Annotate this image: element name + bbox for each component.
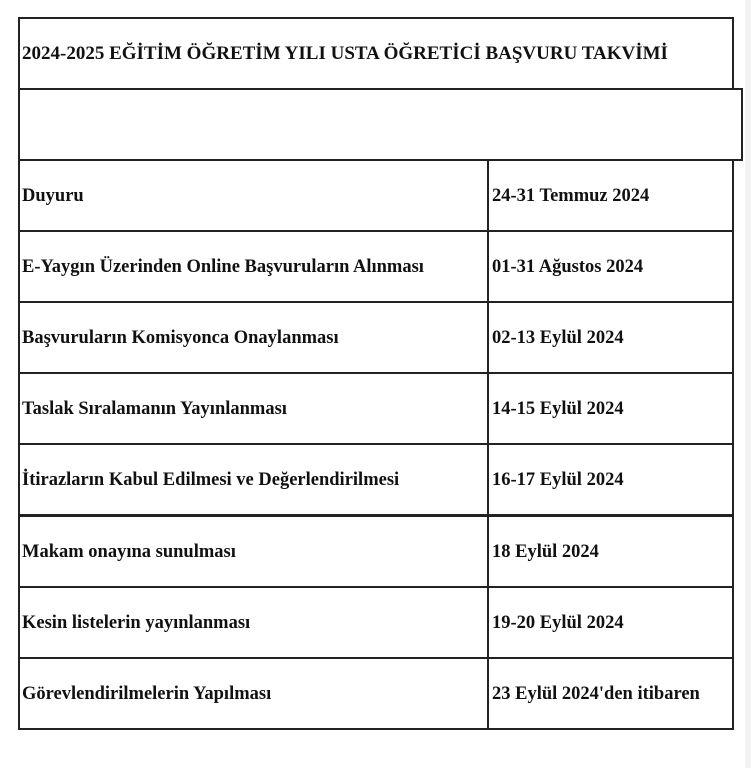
page-edge xyxy=(745,0,751,768)
activity-cell: Duyuru xyxy=(22,186,84,206)
page-title: 2024-2025 EĞİTİM ÖĞRETİM YILI USTA ÖĞRETİCİ BAŞVURU TAKVİMİ xyxy=(22,43,668,64)
column-divider xyxy=(487,159,489,232)
date-cell: 01-31 Ağustos 2024 xyxy=(492,257,644,278)
activity-cell: Kesin listelerin yayınlanması xyxy=(22,612,251,633)
date-cell: 14-15 Eylül 2024 xyxy=(492,399,624,420)
activity-cell: İtirazların Kabul Edilmesi ve Değerlendirilmesi xyxy=(22,470,400,491)
column-divider xyxy=(487,230,489,303)
activity-cell: Başvuruların Komisyonca Onaylanması xyxy=(22,328,339,349)
date-cell: 24-31 Temmuz 2024 xyxy=(492,186,650,206)
activity-cell: E-Yaygın Üzerinden Online Başvuruların Alınması xyxy=(22,257,424,278)
date-cell: 19-20 Eylül 2024 xyxy=(492,612,624,633)
column-divider xyxy=(487,586,489,659)
column-divider xyxy=(487,301,489,374)
column-divider xyxy=(487,657,489,730)
column-divider xyxy=(487,515,489,588)
activity-cell: Makam onayına sunulması xyxy=(22,541,236,562)
column-divider xyxy=(487,372,489,445)
activity-cell: Görevlendirilmelerin Yapılması xyxy=(22,683,272,704)
date-cell: 02-13 Eylül 2024 xyxy=(492,328,624,349)
empty-row xyxy=(18,88,743,161)
date-cell: 16-17 Eylül 2024 xyxy=(492,470,624,491)
activity-cell: Taslak Sıralamanın Yayınlanması xyxy=(22,399,287,420)
date-cell: 18 Eylül 2024 xyxy=(492,541,599,562)
date-cell: 23 Eylül 2024'den itibaren xyxy=(492,683,700,704)
column-divider xyxy=(487,443,489,516)
